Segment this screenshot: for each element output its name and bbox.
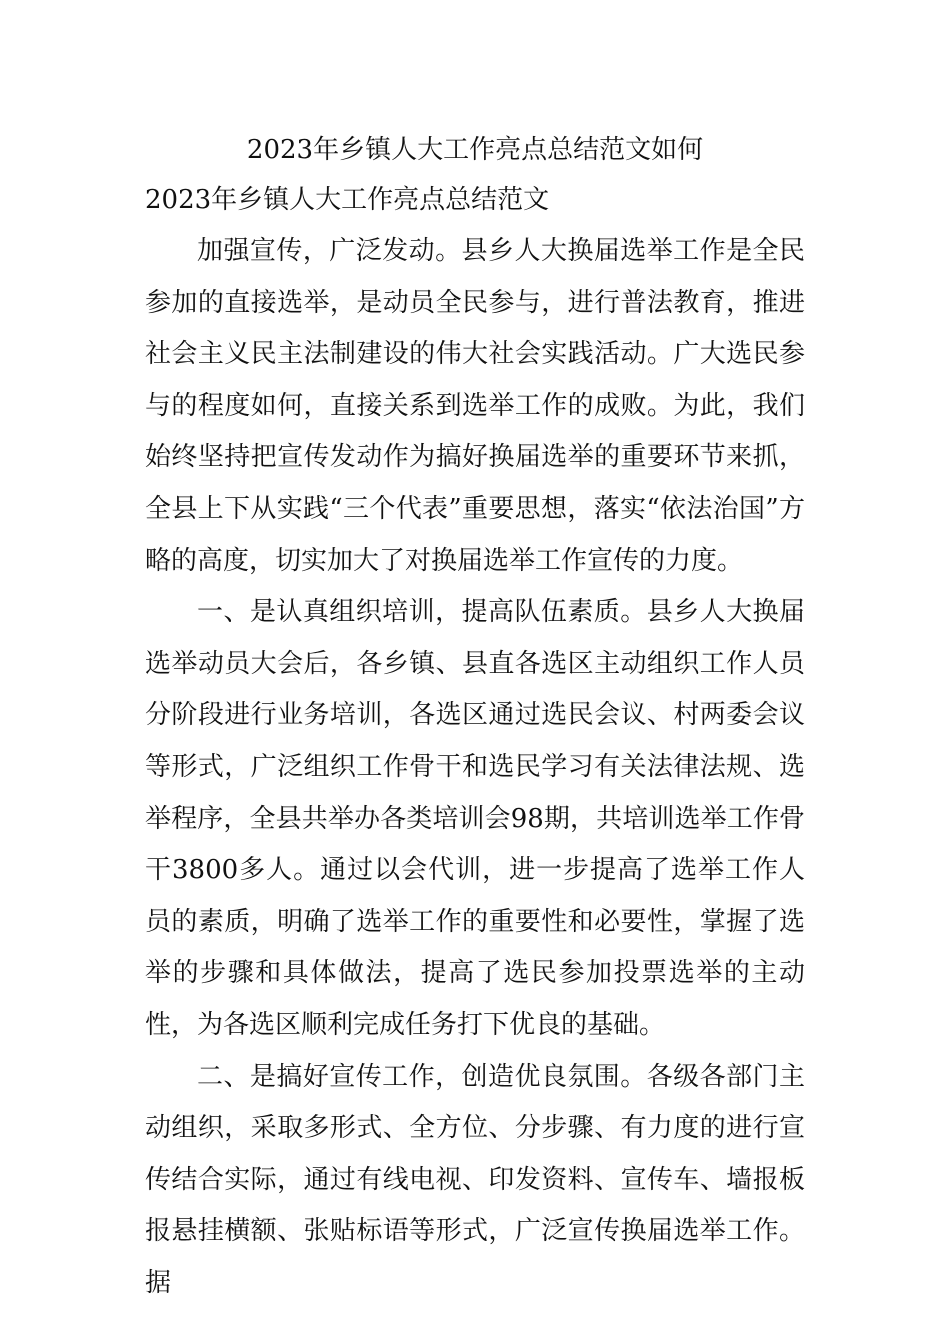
paragraph-2: 一、是认真组织培训，提高队伍素质。县乡人大换届选举动员大会后，各乡镇、县直各选区主动组织工作人员分阶段进行业务培训，各选区通过选民会议、村两委会议等形式，广泛组织工作骨干和选民学习有关法律法规、选举程序，全县共举办各类培训会98期，共培训选举工作骨干3800多人。通过以会代训，进一步提高了选举工作人员的素质，明确了选举工作的重要性和必要性，掌握了选举的步骤和具体做法，提高了选民参加投票选举的主动性，为各选区顺利完成任务打下优良的基础。 — [145, 597, 805, 1040]
document-body — [145, 226, 805, 1309]
paragraph-3: 二、是搞好宣传工作，创造优良氛围。各级各部门主动组织，采取多形式、全方位、分步骤、有力度的进行宣传结合实际，通过有线电视、印发资料、宣传车、墙报板报悬挂横额、张贴标语等形式，广泛宣传换届选举工作。据 — [145, 1061, 805, 1298]
paragraph-1: 加强宣传，广泛发动。县乡人大换届选举工作是全民参加的直接选举，是动员全民参与，进行普法教育，推进社会主义民主法制建设的伟大社会实践活动。广大选民参与的程度如何，直接关系到选举工作的成败。为此，我们始终坚持把宣传发动作为搞好换届选举的重要环节来抓，全县上下从实践“三个代表”重要思想，落实“依法治国”方略的高度，切实加大了对换届选举工作宣传的力度。 — [145, 236, 805, 576]
document-subtitle: 2023年乡镇人大工作亮点总结范文 — [145, 185, 550, 215]
document-title: 2023年乡镇人大工作亮点总结范文如何 — [246, 135, 704, 165]
